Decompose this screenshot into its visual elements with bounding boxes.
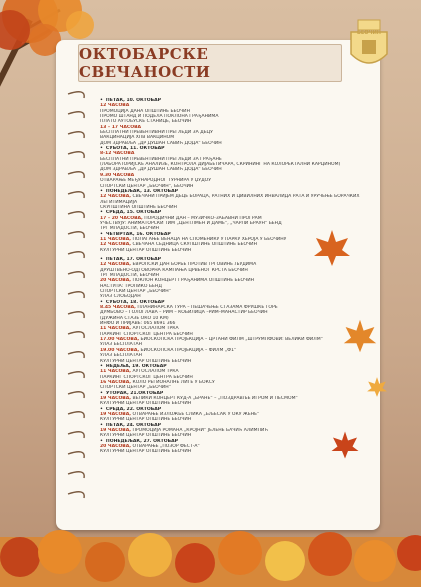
event-time: 20 ЧАСОВА, xyxy=(100,278,132,284)
event-detail: УЛАЗ БЕСПЛАТАН xyxy=(100,342,143,348)
event-description: АУТОСЛАЛОМ ТРКА xyxy=(131,326,179,332)
event-time: 16 ЧАСОВА, xyxy=(100,379,132,385)
event-day-heading: • СРЕДА, 15. ОКТОБАР xyxy=(100,210,362,215)
event-detail: СПОРТСКИ ЦЕНТАР „БЕОЧИН“ xyxy=(100,385,172,391)
event-detail: НАСТУПА: ТРОПИКО БЕНД xyxy=(100,283,162,289)
event-day-heading: • СРЕДА, 22. ОКТОБАР xyxy=(100,407,362,412)
event-time: 20 ЧАСОВА, xyxy=(100,444,132,449)
event-detail: ИНФО И ПРИЈАВЕ: 065 8691 366 xyxy=(100,321,176,327)
event-description: БИОСКОПСКА ПРОЈЕКЦИЈА – ФИЛМ „Ф1“ xyxy=(139,347,237,353)
event-time: 9.30 ЧАСОВА xyxy=(100,172,135,178)
event-time: 19.00 ЧАСОВА, xyxy=(100,347,140,353)
event-detail: БЕСПЛАТНИ ПРЕВЕНТИВНИ ПРЕГЛЕДИ ЗА ДЕЦУ xyxy=(100,130,213,136)
event-time: 19 ЧАСОВА, xyxy=(100,395,132,401)
event-day-heading: • ПЕТАК, 10. ОКТОБАР xyxy=(100,98,362,103)
event-time: 19 ЧАСОВА, xyxy=(100,427,132,433)
event-description: ПРОМОЦИЈА РОМАНА „КРОЈНИ“ ЈЕЛЕНЕ БАЧИЋ АЛИМПИЋ xyxy=(131,427,269,433)
event-detail: ДОМ ЗДРАВЉА „ДР ДУШАН САВИЋ ДОДА“ БЕОЧИН xyxy=(100,167,222,173)
event-day-heading: • ПЕТАК, 24. ОКТОБАР xyxy=(100,423,362,428)
event-detail: ПРОМОЦИЈА ДАНА ОПШТИНЕ БЕОЧИН xyxy=(100,108,190,114)
event-time: 17 – 20 ЧАСОВА, xyxy=(100,215,143,221)
maple-leaf-icon xyxy=(330,430,360,460)
event-description: ПОЛАГАЊЕ ВЕНАЦА НА СПОМЕНИКУ У ПАРКУ ХЕРОЈА У БЕОЧИНУ xyxy=(131,236,287,242)
event-detail: БЕСПЛАТНИ ПРЕВЕНТИВНИ ПРЕГЛЕДИ ЗА ГРАЂАНЕ xyxy=(100,156,222,162)
spiral-binding xyxy=(64,88,90,518)
event-detail: ПРОМО ШТАНД И ПОДЕЛА ПОКЛОНА ГРАЂАНИМА xyxy=(100,114,219,120)
event-time: 12 ЧАСОВА, xyxy=(100,242,132,248)
event-detail: ЛЕГИТИМАЦИЈА xyxy=(100,199,138,205)
schedule-list xyxy=(100,98,362,455)
event-time: 8.45 ЧАСОВА, xyxy=(100,305,136,311)
event-description: ПОКЛОН КОНЦЕРТ ГРАЂАНИМА ОПШТИНЕ БЕОЧИН xyxy=(131,278,255,284)
event-day-heading: • УТОРАК, 21.ОКТОБАР xyxy=(100,391,362,396)
event-detail: ПАРКИНГ СПОРТСКОГ ЦЕНТРА БЕОЧИН xyxy=(100,374,193,380)
crest-label: БЕОЧИН xyxy=(357,30,381,36)
event-detail: (ДУЖИНА СТАЗЕ ОКО 10 КМ) xyxy=(100,315,169,321)
event-detail: СКУПШТИНА ОПШТИНЕ БЕОЧИН xyxy=(100,204,177,210)
event-detail: ДУМБОВО – ГОЛОГЛАВА – РИМ – КОБИЛИЦА –РИМ–МАНАСТИР БЕОЧИН xyxy=(100,310,268,316)
event-detail: ТРГ МЛАДОСТИ, БЕОЧИН xyxy=(100,273,160,278)
event-detail: КУЛТУРНИ ЦЕНТАР ОПШТИНЕ БЕОЧИН xyxy=(100,247,192,253)
maple-leaf-icon xyxy=(342,318,378,354)
autumn-leaves-border xyxy=(0,517,421,587)
event-line xyxy=(100,194,362,199)
event-day-heading: • НЕДЕЉА, 19. ОКТОБАР xyxy=(100,364,362,369)
event-description: КОЛО РЕГИОНАЛНЕ ЛИГЕ У БОКСУ xyxy=(131,379,215,385)
event-detail: ДОМ ЗДРАВЉА „ДР ДУШАН САВИЋ ДОДА“ БЕОЧИН xyxy=(100,140,222,146)
event-day-heading: • ПОНЕДЕЉАК, 13. ОКТОБАР xyxy=(100,189,362,194)
page-title: ОКТОБАРСКЕ СВЕЧАНОСТИ xyxy=(79,45,211,81)
event-time: 11 ЧАСОВА, xyxy=(100,369,132,375)
event-day-heading: • ПОНЕДЕЉАК, 27. ОКТОБАР xyxy=(100,439,362,444)
event-day-heading: • ПЕТАК, 17. ОКТОБАР xyxy=(100,257,362,262)
event-detail: КУЛТУРНИ ЦЕНТАР ОПШТИНЕ БЕОЧИН xyxy=(100,433,192,439)
event-detail: СПОРТСКИ ЦЕНТАР „БЕОЧИН“ xyxy=(100,289,172,295)
event-description: ПЛАНИНАРСКА ТУРА – ПЕШАЧЕЊЕ СТАЗАМА ФРУШКЕ ГОРЕ xyxy=(135,305,278,311)
municipality-crest-icon xyxy=(348,14,390,74)
maple-leaf-icon xyxy=(366,376,388,398)
event-description: ОТВАРАЊЕ ИЗЛОЖБЕ СЛИКА „БЉЕСАК У ОКУ ЖЕНЕ“ xyxy=(131,411,260,417)
event-day-heading: • СУБОТА, 18. ОКТОБАР xyxy=(100,300,362,305)
maple-leaf-icon xyxy=(312,228,352,268)
event-description: АУТОСЛАЛОМ ТРКА xyxy=(131,369,179,375)
event-description: ПОРОДИЧНИ ДАН – МУЗИЧКО-ЗАБАВНИ ПРОГРАМ xyxy=(142,215,262,221)
event-time: 12 ЧАСОВА xyxy=(100,103,130,109)
event-detail: ТРГ МЛАДОСТИ, БЕОЧИН xyxy=(100,226,160,232)
title-banner xyxy=(78,44,342,82)
event-day-heading: • ЧЕТВРТАК, 16. ОКТОБАР xyxy=(100,232,362,237)
event-detail: КУЛТУРНИ ЦЕНТАР ОПШТИНЕ БЕОЧИН xyxy=(100,358,192,364)
event-description: БИОСКОПСКА ПРОЈЕКЦИЈА – ЦРТАНИ ФИЛМ „ШТРУМПФОВИ: ВЕЛИКИ ФИЛМ“ xyxy=(139,337,323,343)
event-detail: СПОРТСКИ ЦЕНТАР „БЕОЧИН“, БЕОЧИН xyxy=(100,183,194,189)
event-time: 12 ЧАСОВА, xyxy=(100,194,132,200)
event-time: 13 – 17 ЧАСОВА xyxy=(100,124,142,130)
event-time: 17.00 ЧАСОВА, xyxy=(100,337,140,343)
event-detail: КУЛТУРНИ ЦЕНТАР ОПШТИНЕ БЕОЧИН xyxy=(100,417,192,423)
event-detail: УЧЕСТВУЈУ: АНИМАТОРСКИ ТИМ „ЦЕНТЛМЕН И ДАМЕ“, „ЧАРЛИ БРАУН“ БЕНД xyxy=(100,220,282,226)
event-day-heading: • СУБОТА, 11. ОКТОБАР xyxy=(100,146,362,151)
event-time: 12 ЧАСОВА, xyxy=(100,262,132,268)
event-description: ЕВРОПСКИ ДАН БОРБЕ ПРОТИВ ТРГОВИНЕ ЉУДИМА xyxy=(131,262,257,268)
event-description: СВЕЧАНА СЕДНИЦА СКУПШТИНЕ ОПШТИНЕ БЕОЧИН xyxy=(131,242,258,248)
event-description: ОТВАРАЊЕ „ПОЗОР ФЕСТ-А“ xyxy=(131,444,200,449)
event-detail: ПЛАТО АУТОБУСКЕ СТАНИЦЕ, БЕОЧИН xyxy=(100,119,192,125)
event-detail: (ЛАБОРАТОРИЈСКЕ АНАЛИЗЕ, КОНТРОЛА ДИЈАБЕТИЧАРА, СКРИНИНГ НА КОЛОРЕКТАЛНИ КАРЦИНОМ) xyxy=(100,162,341,168)
event-time: 11 ЧАСОВА, xyxy=(100,326,132,332)
event-detail: ПАРКИНГ СПОРТСКОГ ЦЕНТРА БЕОЧИН xyxy=(100,331,193,337)
event-detail: ДРУШТВЕНО-ОДГОВОРНА КАМПАЊА ЦРВЕНОГ КРСТА БЕОЧИН xyxy=(100,267,248,273)
event-time: 11 ЧАСОВА, xyxy=(100,236,132,242)
event-detail: КУЛТУРНИ ЦЕНТАР ОПШТИНЕ БЕОЧИН xyxy=(100,449,192,455)
event-detail: ВАКЦИНАЦИЈА ХПВ ВАКЦИНОМ xyxy=(100,135,175,141)
event-detail: УЛАЗ СЛОБОДАН xyxy=(100,294,141,300)
event-detail: УЛАЗ БЕСПЛАТАН xyxy=(100,353,143,359)
event-description: СВЕЧАНИ ПРИЈЕМ ДЕЦЕ БОРАЦА, РАТНИХ И ЦИВИЛНИХ ИНВАЛИДА РАТА И УРУЧЕЊЕ БОРАЧКИХ xyxy=(131,194,360,200)
event-description: ВЕЛИКИ КОНЦЕРТ КУД-А „БРАНЕ“ – „ПОЗДРАВЉЕ ИГРОМ И ПЕСМОМ“ xyxy=(131,395,298,401)
event-time: 19 ЧАСОВА, xyxy=(100,411,132,417)
event-time: 8-12 ЧАСОВА xyxy=(100,151,135,157)
event-detail: ОТВАРАЊЕ МЕЂУНАРОДНОГ ТУРНИРА У ЏУДОУ xyxy=(100,178,211,184)
event-detail: КУЛТУРНИ ЦЕНТАР ОПШТИНЕ БЕОЧИН xyxy=(100,401,192,407)
